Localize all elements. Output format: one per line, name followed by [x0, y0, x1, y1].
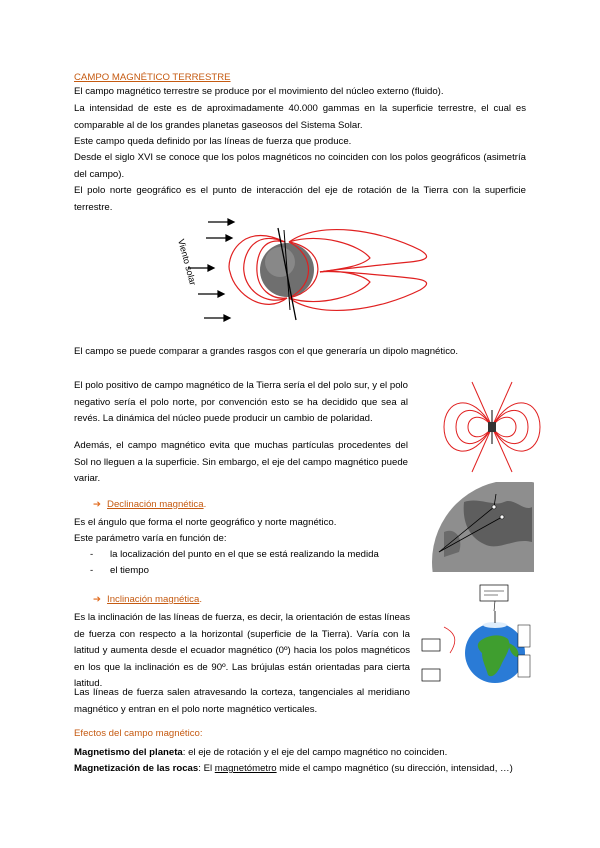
magnetometro-link[interactable]: magnetómetro: [214, 763, 277, 774]
inclinacion-paragraph-2: Las líneas de fuerza salen atravesando la corteza, tangenciales al meridiano magnético y entran en el polo norte magnético verticales.: [74, 687, 410, 715]
declination-globe-figure: [424, 482, 534, 572]
arrow-right-icon: ➔: [93, 594, 102, 605]
solar-wind-label: Viento solar: [176, 237, 198, 287]
dipole-figure: [442, 380, 542, 475]
list-item: - el tiempo: [90, 565, 149, 576]
declinacion-definition: Es el ángulo que forma el norte geográfico y norte magnético.: [74, 517, 337, 528]
inclinacion-paragraph: Es la inclinación de las líneas de fuerza, es decir, la orientación de estas líneas de fuerza con respecto a la horizontal (superficie de la Tierra). Varía con la latitud y aumenta desde el ecuador magnético (0º) hacia los polos magnéticos en los que la inclinación es de 90º. Las brújulas están orientadas para cierta latitud.: [74, 612, 410, 689]
efectos-text-2b: mide el campo magnético (su dirección, intensidad, …): [276, 763, 513, 774]
declinacion-varies: Este parámetro varía en función de:: [74, 533, 227, 544]
shield-paragraph: Además, el campo magnético evita que muchas partículas procedentes del Sol no lleguen a la superficie. Sin embargo, el eje del campo magnético puede variar.: [74, 440, 408, 484]
intro-line-3: Este campo queda definido por las líneas de fuerza que produce.: [74, 136, 352, 147]
inclination-globe-figure: [420, 583, 535, 693]
intro-line-5: El polo norte geográfico es el punto de interacción del eje de rotación de la Tierra con la superficie terrestre.: [74, 185, 526, 213]
inclinacion-heading-row: [93, 594, 202, 605]
declinacion-heading-suffix: .: [203, 499, 207, 510]
efectos-text-2a: : El: [198, 763, 215, 774]
efectos-term-2: Magnetización de las rocas: [74, 763, 199, 774]
dipole-sentence: El campo se puede comparar a grandes rasgos con el que generaría un dipolo magnético.: [74, 346, 458, 357]
inclinacion-heading-suffix: .: [199, 594, 202, 605]
efectos-line-1: [74, 745, 526, 762]
efectos-text-1: : el eje de rotación y el eje del campo magnético no coinciden.: [182, 747, 448, 758]
intro-line-4: Desde el siglo XVI se conoce que los polos magnéticos no coinciden con los polos geográficos (asimetría del campo).: [74, 152, 526, 180]
efectos-heading: Efectos del campo magnético:: [74, 728, 203, 739]
arrow-right-icon: ➔: [93, 499, 102, 510]
solar-wind-figure: [170, 210, 450, 330]
declinacion-list: [74, 547, 379, 579]
intro-line-2: La intensidad de este es de aproximadamente 40.000 gammas en la superficie terrestre, el cual es comparable al de los grandes planetas gaseosos del Sistema Solar.: [74, 103, 526, 131]
declinacion-heading[interactable]: Declinación magnética: [107, 499, 204, 510]
declinacion-heading-row: [93, 499, 206, 510]
efectos-line-2: [74, 761, 534, 778]
page-title: CAMPO MAGNÉTICO TERRESTRE: [74, 72, 231, 83]
polarity-paragraph: El polo positivo de campo magnético de la Tierra sería el del polo sur, y el polo negativo sería el polo norte, por convención esto se ha decidido que sea al revés. La dinámica del núcleo puede producir un cambio de polaridad.: [74, 380, 408, 424]
list-item: - la localización del punto en el que se está realizando la medida: [90, 549, 379, 560]
intro-line-1: El campo magnético terrestre se produce por el movimiento del núcleo externo (fluido).: [74, 86, 444, 97]
inclinacion-heading[interactable]: Inclinación magnética: [107, 594, 200, 605]
efectos-term-1: Magnetismo del planeta: [74, 747, 183, 758]
